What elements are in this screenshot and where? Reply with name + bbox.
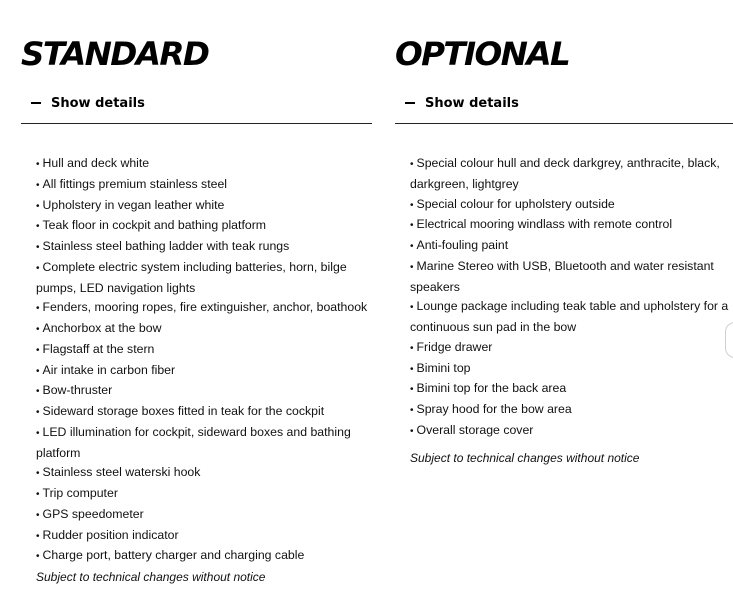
list-item: • Electrical mooring windlass with remote control [410,215,733,236]
list-item: • LED illumination for cockpit, sideward boxes and bathing platform [36,423,372,464]
list-item: • GPS speedometer [36,505,372,526]
standard-show-details-label: Show details [51,96,145,111]
list-item: • Anti-fouling paint [410,236,733,257]
carousel-edge-button[interactable] [725,322,733,358]
list-item: • Spray hood for the bow area [410,400,733,421]
list-item: • Anchorbox at the bow [36,319,372,340]
list-item: • All fittings premium stainless steel [36,175,372,196]
list-item: • Overall storage cover [410,421,733,442]
list-item: • Bow-thruster [36,381,372,402]
list-item: • Flagstaff at the stern [36,340,372,361]
list-item: • Lounge package including teak table and upholstery for a continuous sun pad in the bow [410,297,733,338]
optional-feature-list [410,154,733,442]
list-item: • Teak floor in cockpit and bathing platform [36,216,372,237]
list-item: • Marine Stereo with USB, Bluetooth and water resistant speakers [410,257,733,298]
standard-show-details-toggle[interactable] [21,94,372,124]
standard-notice: Subject to technical changes without notice [36,570,266,584]
list-item: • Complete electric system including batteries, horn, bilge pumps, LED navigation lights [36,258,372,299]
standard-heading: STANDARD [21,35,209,73]
list-item: • Fenders, mooring ropes, fire extinguisher, anchor, boathook [36,298,372,319]
list-item: • Trip computer [36,484,372,505]
list-item: • Bimini top for the back area [410,379,733,400]
list-item: • Sideward storage boxes fitted in teak for the cockpit [36,402,372,423]
list-item: • Upholstery in vegan leather white [36,196,372,217]
list-item: • Stainless steel waterski hook [36,463,372,484]
optional-notice: Subject to technical changes without notice [410,451,640,465]
list-item: • Hull and deck white [36,154,372,175]
standard-feature-list [36,154,372,567]
list-item: • Special colour for upholstery outside [410,195,733,216]
list-item: • Air intake in carbon fiber [36,361,372,382]
optional-show-details-toggle[interactable] [395,94,733,124]
list-item: • Rudder position indicator [36,526,372,547]
optional-heading: OPTIONAL [395,35,570,73]
list-item: • Special colour hull and deck darkgrey, anthracite, black, darkgreen, lightgrey [410,154,733,195]
minus-icon [405,94,417,114]
list-item: • Fridge drawer [410,338,733,359]
minus-icon [31,94,43,114]
list-item: • Charge port, battery charger and charging cable [36,546,372,567]
optional-show-details-label: Show details [425,96,519,111]
list-item: • Stainless steel bathing ladder with teak rungs [36,237,372,258]
list-item: • Bimini top [410,359,733,380]
